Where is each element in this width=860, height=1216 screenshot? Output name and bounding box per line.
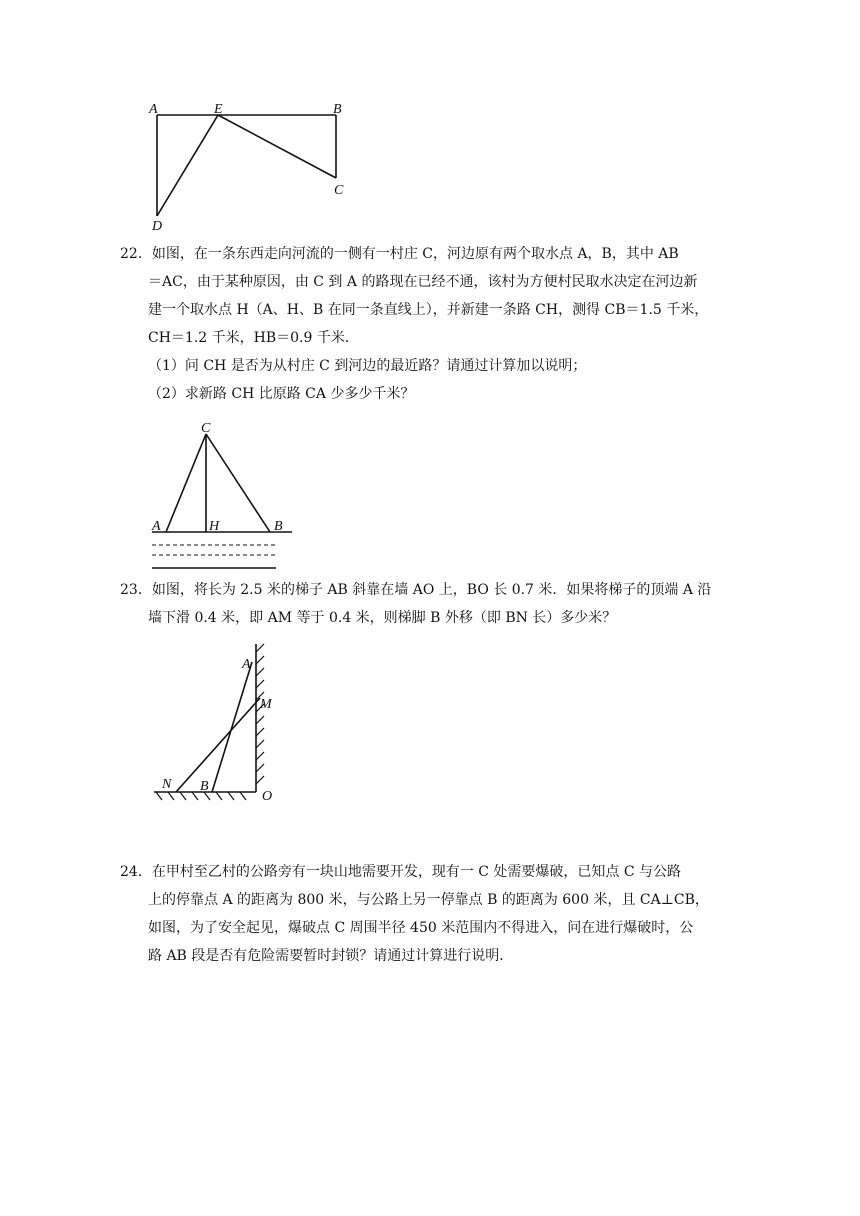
label-A: A [242,657,251,672]
q24-line-4: 路 AB 段是否有危险需要暂时封锁？请通过计算进行说明． [148,948,514,964]
figure-q22 [140,418,310,578]
q22-sub-question-2: （2）求新路 CH 比原路 CA 少多少千米？ [148,386,415,402]
q22-line-4: CH＝1.2 千米，HB＝0.9 千米． [148,330,359,346]
wall-hatching [256,644,264,784]
label-D: D [152,219,163,234]
figure-q22-svg [140,418,310,578]
label-O: O [262,789,273,804]
label-B: B [274,519,283,534]
q23-line-1: 23．如图，将长为 2.5 米的梯子 AB 斜靠在墙 AO 上，BO 长 0.7 米．如果将梯子的顶端 A 沿 [120,582,712,598]
label-E: E [214,102,223,117]
label-H: H [209,519,220,534]
label-B: B [333,102,342,117]
q24-line-2: 上的停靠点 A 的距离为 800 米，与公路上另一停靠点 B 的距离为 600 米，且 CA⊥CB， [148,892,709,908]
segment-ED [157,115,218,216]
label-A: A [149,102,158,117]
segment-CA [166,434,206,532]
segment-CB [206,434,270,532]
segment-EC [218,115,336,178]
label-B: B [200,779,209,794]
q24-line-1: 24．在甲村至乙村的公路旁有一块山地需要开发，现有一 C 处需要爆破，已知点 C 与公路 [120,864,682,880]
label-C: C [201,421,211,436]
q22-line-3: 建一个取水点 H（A、H、B 在同一条直线上），并新建一条路 CH，测得 CB＝1.5 千米， [148,302,709,318]
label-C: C [334,183,344,198]
q23-line-2: 墙下滑 0.4 米，即 AM 等于 0.4 米，则梯脚 B 外移（即 BN 长）多少米？ [148,610,617,626]
ladder-AB [212,662,252,792]
question-24 [120,858,720,970]
label-A: A [152,519,161,534]
q22-line-1: 22．如图，在一条东西走向河流的一侧有一村庄 C，河边原有两个取水点 A，B，其中 AB [120,246,679,262]
q24-line-3: 如图，为了安全起见，爆破点 C 周围半径 450 米范围内不得进入，问在进行爆破时，公 [148,920,694,936]
figure-q21-svg [140,95,360,235]
figure-q23-svg [148,640,288,810]
label-M: M [260,697,272,712]
question-23 [120,576,720,632]
figure-q23 [148,640,288,810]
q22-sub-question-1: （1）问 CH 是否为从村庄 C 到河边的最近路？请通过计算加以说明； [148,358,587,374]
question-22 [120,240,720,408]
q22-line-2: ＝AC，由于某种原因，由 C 到 A 的路现在已经不通，该村为方便村民取水决定在河边新 [148,274,698,290]
figure-q21 [140,95,360,235]
ladder-MN [176,698,260,792]
label-N: N [162,777,172,792]
